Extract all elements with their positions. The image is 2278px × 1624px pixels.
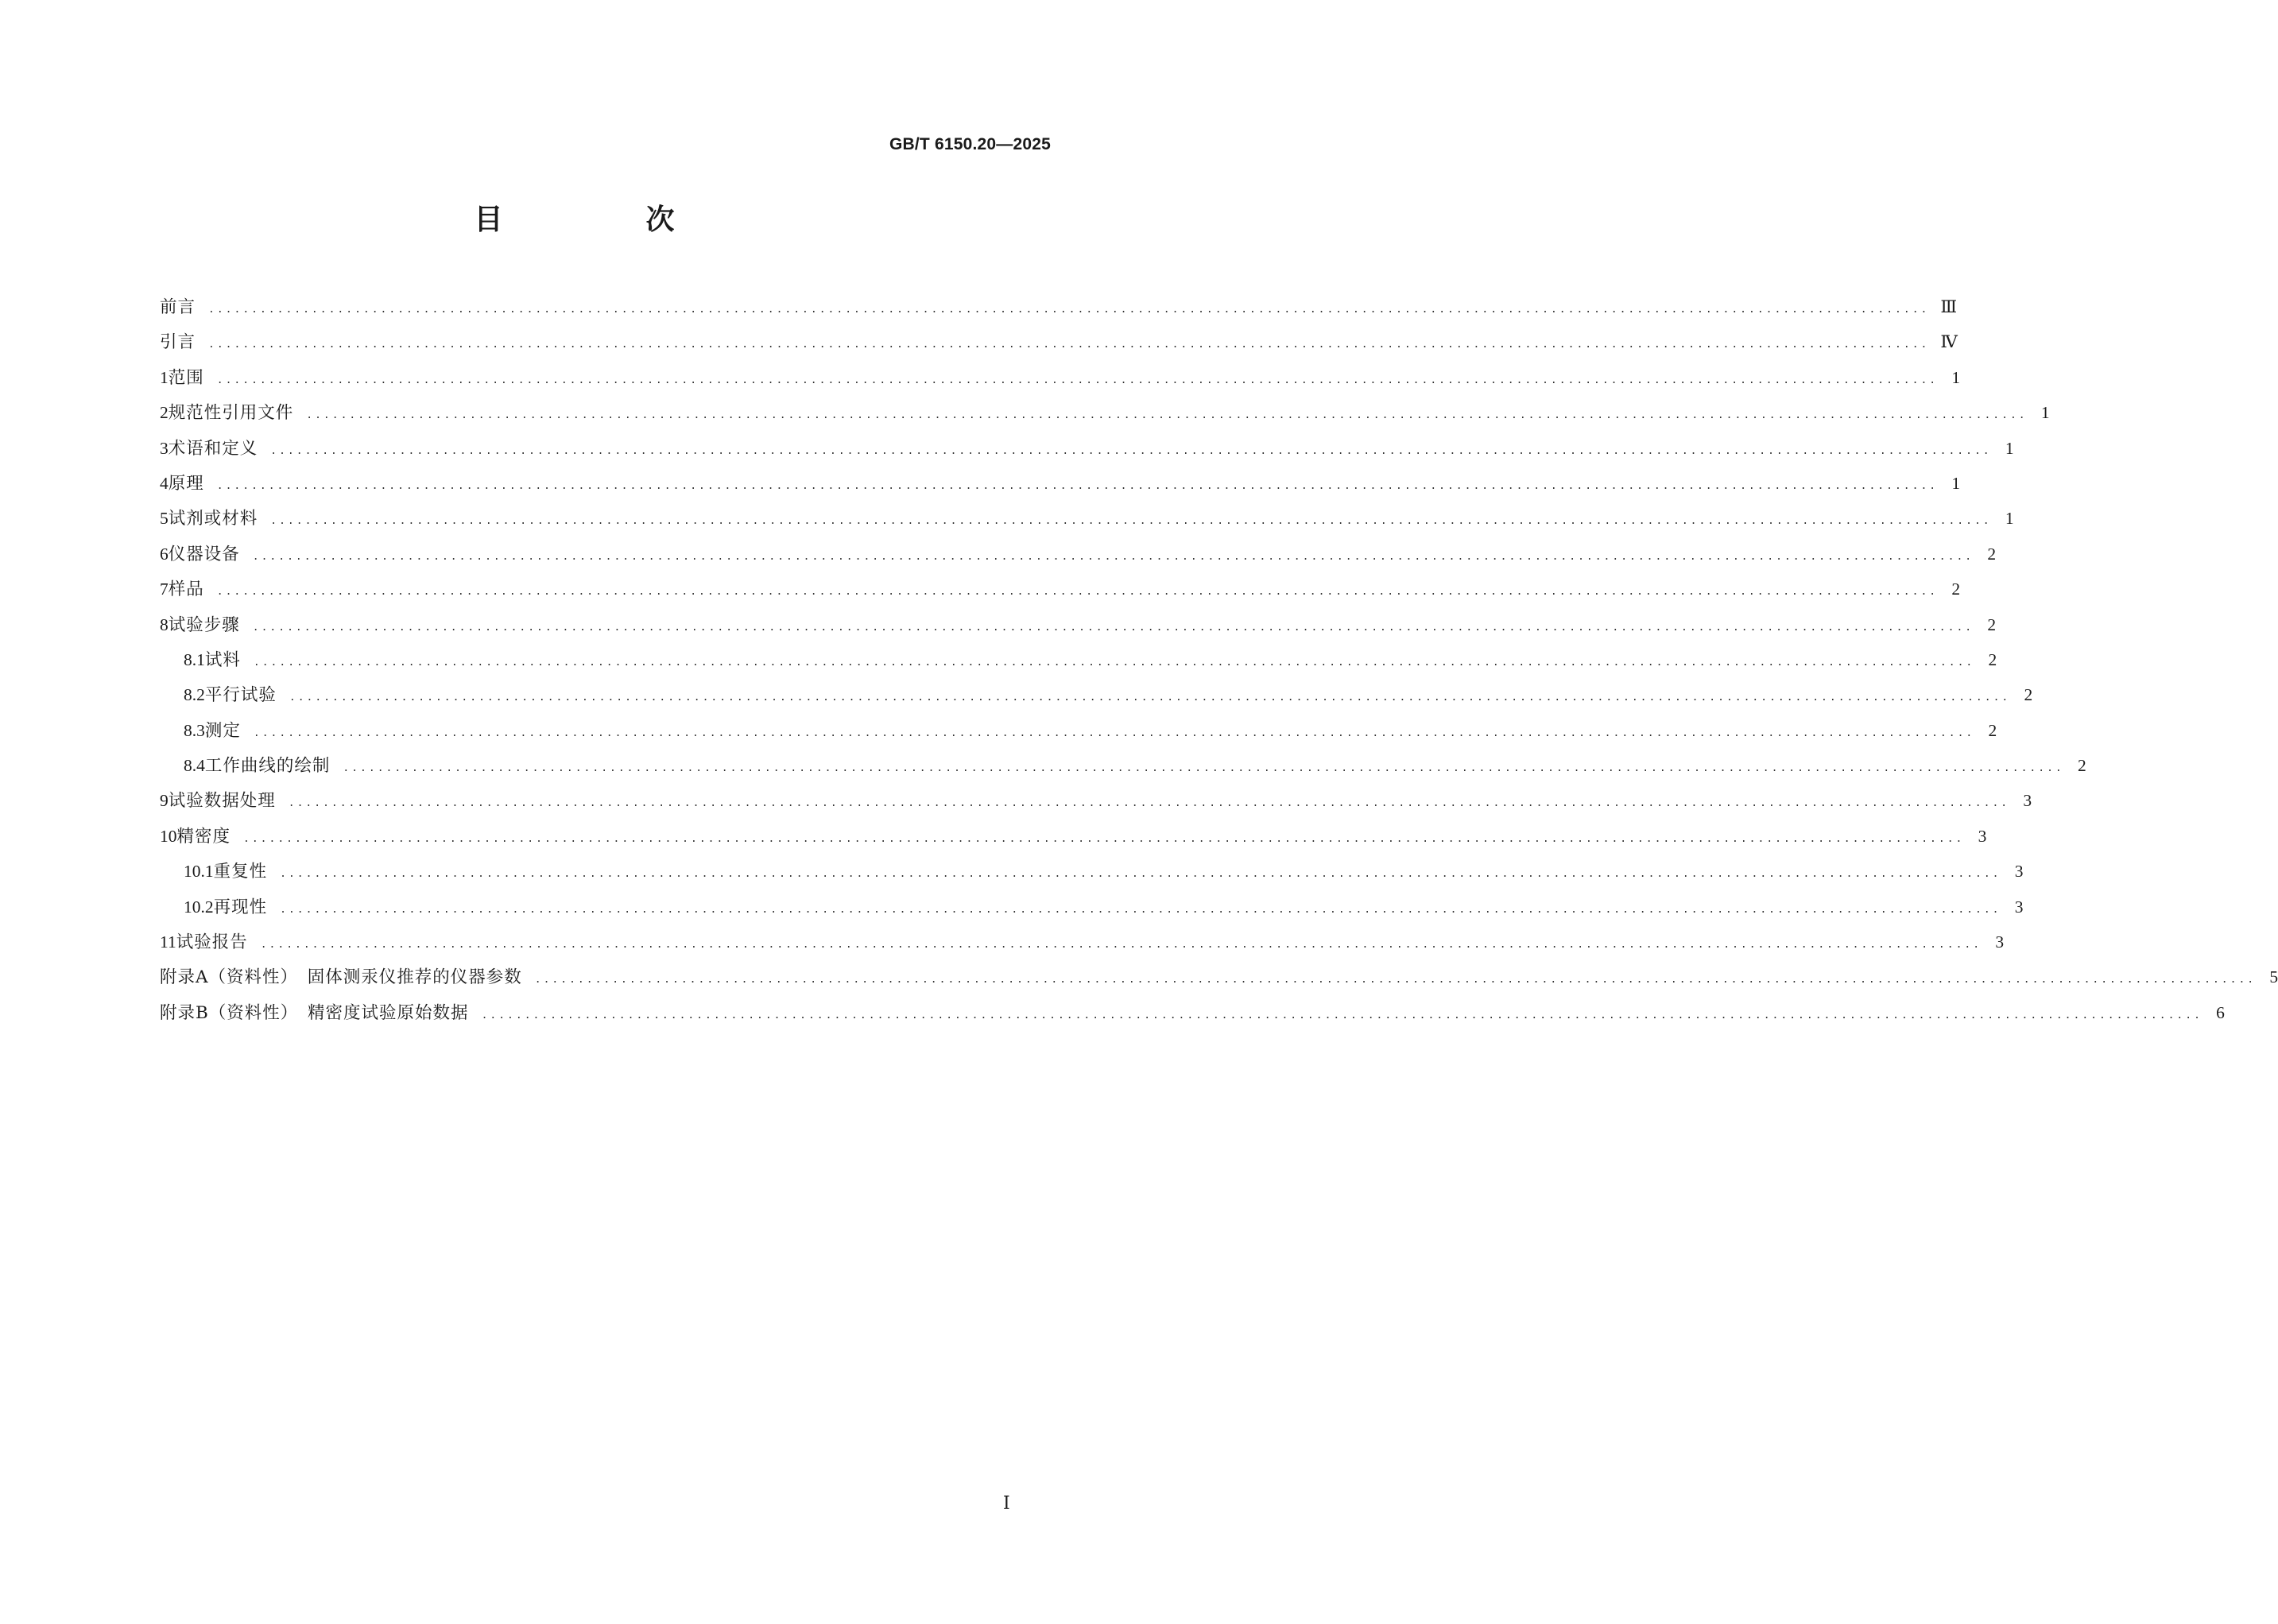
- table-of-contents: [160, 293, 2278, 1034]
- toc-entry-page: 1: [2005, 509, 2014, 529]
- toc-entry[interactable]: [160, 611, 1997, 646]
- toc-entry-page: 2: [2077, 756, 2086, 776]
- toc-entry-number: 6: [160, 544, 169, 564]
- page-number: Ⅰ: [1003, 1493, 1010, 1513]
- toc-entry-page: 1: [1951, 473, 1961, 493]
- toc-entry-page: 2: [1951, 579, 1961, 599]
- toc-dot-leader: ........................................................................................................................................................................................................: [289, 692, 2011, 704]
- toc-entry[interactable]: [160, 823, 1987, 858]
- toc-entry-label: 附录A（资料性） 固体测汞仪推荐的仪器参数: [160, 967, 522, 988]
- toc-dot-leader: ........................................................................................................................................................................................................: [216, 374, 1939, 386]
- toc-entry-page: 2: [1987, 544, 1997, 564]
- toc-entry-label: 工作曲线的绘制: [204, 756, 331, 777]
- toc-entry-label: 再现性: [213, 897, 268, 917]
- toc-entry-page: 3: [2014, 862, 2024, 882]
- toc-entry-number: 10.2: [184, 897, 214, 917]
- toc-entry-label: 附录B（资料性） 精密度试验原始数据: [160, 1002, 469, 1023]
- toc-entry-label: 原理: [168, 473, 204, 494]
- toc-entry-page: 6: [2216, 1002, 2225, 1022]
- toc-entry-page: Ⅲ: [1940, 297, 1958, 316]
- toc-entry-page: 3: [2014, 897, 2024, 917]
- toc-entry-label: 测定: [204, 720, 241, 741]
- toc-entry-label: 引言: [160, 332, 196, 353]
- toc-entry[interactable]: [160, 364, 1961, 399]
- toc-entry-number: 8.4: [184, 756, 205, 776]
- toc-entry[interactable]: [160, 293, 1958, 328]
- toc-dot-leader: ........................................................................................................................................................................................................: [253, 656, 1975, 669]
- toc-entry[interactable]: [160, 576, 1961, 610]
- toc-entry[interactable]: [160, 787, 2032, 822]
- toc-entry-label: 精密度: [176, 826, 231, 847]
- toc-dot-leader: ........................................................................................................................................................................................................: [253, 727, 1975, 739]
- toc-entry[interactable]: [160, 505, 2014, 540]
- toc-entry-label: 规范性引用文件: [168, 403, 294, 424]
- toc-entry-label: 试料: [204, 649, 241, 670]
- toc-dot-leader: ........................................................................................................................................................................................................: [252, 550, 1974, 563]
- toc-entry-page: 3: [1978, 826, 1987, 846]
- toc-entry-number: 5: [160, 509, 169, 529]
- toc-entry-page: 2: [1988, 649, 1997, 669]
- toc-entry-page: 2: [1988, 720, 1997, 740]
- toc-dot-leader: ........................................................................................................................................................................................................: [288, 797, 2010, 810]
- toc-entry-page: 2: [1987, 614, 1997, 634]
- toc-dot-leader: ........................................................................................................................................................................................................: [481, 1009, 2202, 1021]
- toc-entry-label: 试验数据处理: [168, 791, 276, 812]
- toc-dot-leader: ........................................................................................................................................................................................................: [270, 515, 1992, 528]
- toc-entry-number: 8.3: [184, 720, 205, 740]
- toc-entry[interactable]: [160, 435, 2014, 470]
- toc-dot-leader: ........................................................................................................................................................................................................: [534, 974, 2257, 986]
- toc-entry-label: 仪器设备: [168, 544, 240, 564]
- toc-entry-number: 10: [160, 826, 177, 846]
- toc-dot-leader: ........................................................................................................................................................................................................: [252, 621, 1974, 634]
- toc-dot-leader: ........................................................................................................................................................................................................: [280, 903, 2001, 916]
- toc-dot-leader: ........................................................................................................................................................................................................: [280, 868, 2001, 881]
- toc-entry[interactable]: [160, 928, 2005, 963]
- toc-entry-label: 试验步骤: [168, 614, 240, 635]
- toc-subentry[interactable]: [160, 717, 1997, 752]
- toc-dot-leader: ........................................................................................................................................................................................................: [208, 339, 1930, 351]
- toc-subentry[interactable]: [160, 858, 2024, 893]
- toc-dot-leader: ........................................................................................................................................................................................................: [270, 444, 1992, 457]
- page-title: 目 次: [474, 203, 732, 236]
- toc-entry[interactable]: [160, 328, 1958, 363]
- toc-entry-number: 8.2: [184, 685, 205, 705]
- toc-entry-label: 前言: [160, 297, 196, 317]
- toc-entry-label: 试剂或材料: [168, 509, 258, 529]
- toc-entry-number: 4: [160, 473, 169, 493]
- toc-subentry[interactable]: [160, 681, 2033, 716]
- toc-dot-leader: ........................................................................................................................................................................................................: [216, 479, 1939, 492]
- toc-entry-page: 1: [2005, 438, 2014, 458]
- toc-entry-page: 2: [2024, 685, 2033, 705]
- toc-entry-label: 范围: [168, 367, 204, 388]
- toc-entry-page: Ⅳ: [1940, 332, 1958, 352]
- toc-entry-number: 3: [160, 438, 169, 458]
- toc-entry-number: 8: [160, 614, 169, 634]
- toc-dot-leader: ........................................................................................................................................................................................................: [343, 762, 2064, 775]
- toc-entry[interactable]: [160, 541, 1997, 576]
- standard-code: GB/T 6150.20—2025: [889, 135, 1051, 153]
- toc-entry-number: 1: [160, 367, 169, 387]
- toc-entry-label: 试验报告: [176, 932, 248, 953]
- toc-dot-leader: ........................................................................................................................................................................................................: [208, 304, 1930, 316]
- toc-dot-leader: ........................................................................................................................................................................................................: [216, 586, 1939, 599]
- toc-subentry[interactable]: [160, 893, 2024, 928]
- toc-entry-label: 重复性: [213, 862, 268, 882]
- toc-entry-number: 7: [160, 579, 169, 599]
- toc-dot-leader: ........................................................................................................................................................................................................: [260, 939, 1982, 952]
- toc-entry-number: 8.1: [184, 649, 205, 669]
- toc-entry-page: 1: [1951, 367, 1961, 387]
- toc-entry-label: 术语和定义: [168, 438, 258, 459]
- toc-entry-number: 9: [160, 791, 169, 811]
- toc-entry-number: 2: [160, 403, 169, 423]
- toc-entry-annex-b[interactable]: [160, 999, 2225, 1034]
- toc-entry-label: 样品: [168, 579, 204, 600]
- toc-entry[interactable]: [160, 399, 2050, 434]
- toc-entry-annex-a[interactable]: [160, 963, 2278, 998]
- toc-entry-page: 3: [1995, 932, 2005, 952]
- toc-dot-leader: ........................................................................................................................................................................................................: [306, 409, 2028, 422]
- toc-subentry[interactable]: [160, 646, 1997, 681]
- toc-entry-page: 1: [2040, 403, 2050, 423]
- toc-entry[interactable]: [160, 470, 1961, 505]
- toc-entry-page: 5: [2269, 967, 2278, 987]
- toc-dot-leader: ........................................................................................................................................................................................................: [243, 832, 1965, 845]
- toc-entry-number: 10.1: [184, 862, 214, 882]
- toc-entry-number: 11: [160, 932, 176, 952]
- toc-subentry[interactable]: [160, 752, 2086, 787]
- toc-entry-label: 平行试验: [204, 685, 277, 706]
- toc-entry-page: 3: [2023, 791, 2032, 811]
